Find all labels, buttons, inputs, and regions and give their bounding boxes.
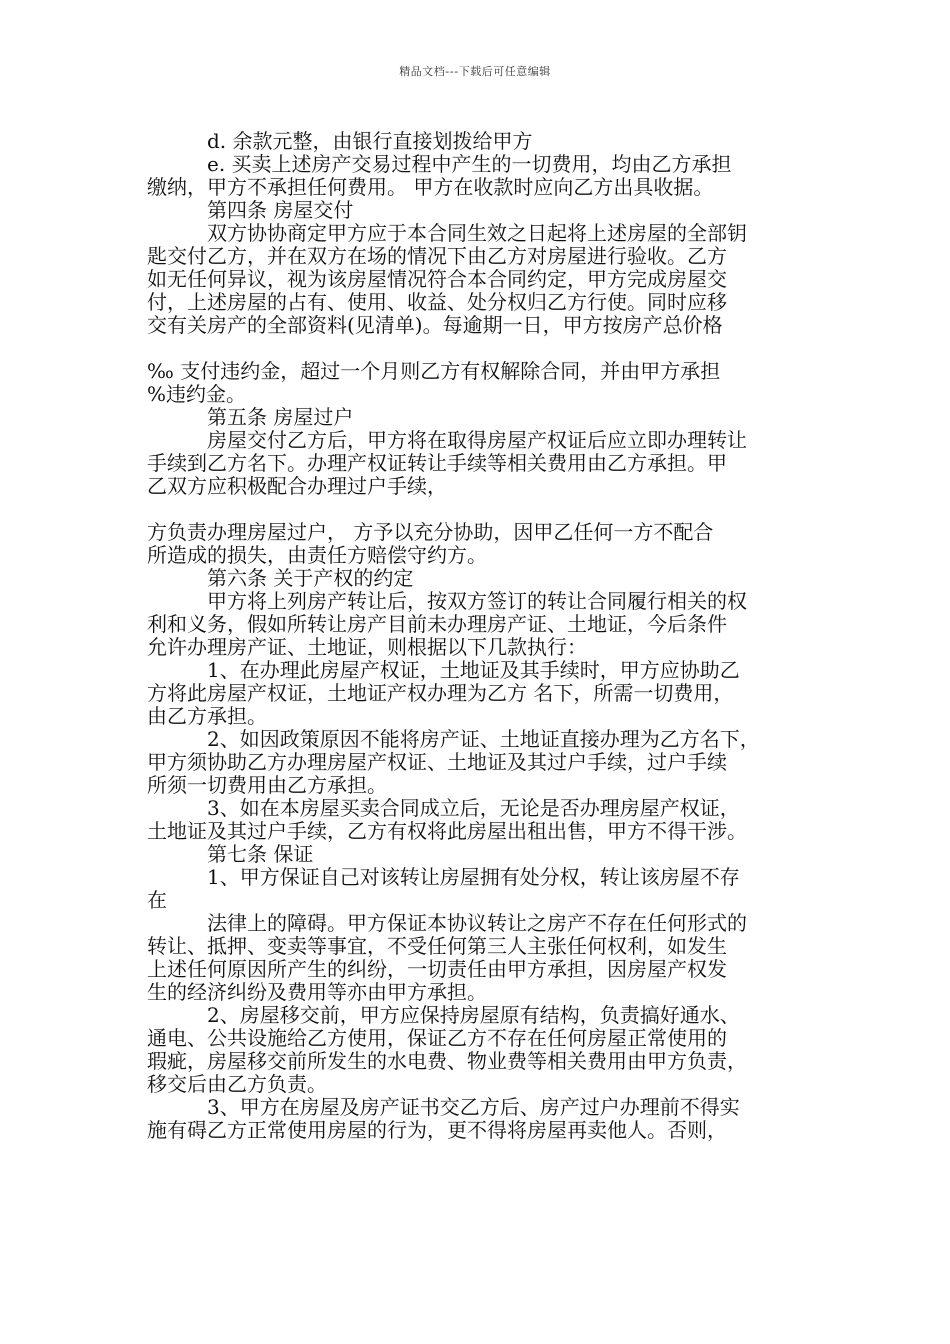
text-line: 第四条 房屋交付	[147, 198, 354, 222]
text-line: 手续到乙方名下。办理产权证转让手续等相关费用由乙方承担。甲	[147, 451, 727, 475]
text-line: ‰ 支付违约金，超过一个月则乙方有权解除合同，并由甲方承担	[147, 359, 721, 383]
text-line: 付，上述房屋的占有、使用、收益、处分权归乙方行使。同时应移	[147, 290, 727, 314]
text-line: 甲方将上列房产转让后，按双方签订的转让合同履行相关的权	[147, 589, 747, 613]
text-line: 上述任何原因所产生的纠纷，一切责任由甲方承担，因房屋产权发	[147, 957, 727, 981]
document-body	[147, 130, 807, 1142]
text-line: 第七条 保证	[147, 842, 314, 866]
text-line: 2、房屋移交前，甲方应保持房屋原有结构，负责搞好通水、	[147, 1003, 740, 1027]
page-header: 精品文档---下载后可任意编辑	[399, 65, 551, 78]
text-line: 施有碍乙方正常使用房屋的行为，更不得将房屋再卖他人。否则，	[147, 1118, 727, 1142]
text-line: 房屋交付乙方后，甲方将在取得房屋产权证后应立即办理转让	[147, 428, 747, 452]
text-line: 生的经济纠纷及费用等亦由甲方承担。	[147, 980, 487, 1004]
text-line: d. 余款元整，由银行直接划拨给甲方	[147, 129, 533, 153]
text-line: %违约金。	[147, 382, 247, 406]
text-line: 双方协协商定甲方应于本合同生效之日起将上述房屋的全部钥	[147, 221, 747, 245]
text-line: 所须一切费用由乙方承担。	[147, 773, 387, 797]
text-line: 第六条 关于产权的约定	[147, 566, 414, 590]
text-line: e. 买卖上述房产交易过程中产生的一切费用，均由乙方承担	[147, 152, 732, 176]
text-line: 瑕疵，房屋移交前所发生的水电费、物业费等相关费用由甲方负责，	[147, 1049, 747, 1073]
blank-line	[147, 498, 807, 521]
text-line: 允许办理房产证、土地证，则根据以下几款执行：	[147, 635, 587, 659]
text-line: 方负责办理房屋过户， 方予以充分协助，因甲乙任何一方不配合	[147, 520, 714, 544]
text-line: 1、甲方保证自己对该转让房屋拥有处分权，转让该房屋不存	[147, 865, 740, 889]
text-line: 在	[147, 888, 167, 912]
text-line: 甲方须协助乙方办理房屋产权证、土地证及其过户手续，过户手续	[147, 750, 727, 774]
text-line: 乙双方应积极配合办理过户手续，	[147, 474, 447, 498]
text-line: 利和义务，假如所转让房产目前未办理房产证、土地证，今后条件	[147, 612, 727, 636]
text-line: 1、在办理此房屋产权证，土地证及其手续时，甲方应协助乙	[147, 658, 740, 682]
text-line: 3、甲方在房屋及房产证书交乙方后、房产过户办理前不得实	[147, 1095, 740, 1119]
text-line: 2、如因政策原因不能将房产证、土地证直接办理为乙方名下，	[147, 727, 760, 751]
text-line: 缴纳，甲方不承担任何费用。 甲方在收款时应向乙方出具收据。	[147, 175, 714, 199]
text-line: 通电、公共设施给乙方使用，保证乙方不存在任何房屋正常使用的	[147, 1026, 727, 1050]
blank-line	[147, 337, 807, 360]
text-line: 3、如在本房屋买卖合同成立后，无论是否办理房屋产权证，	[147, 796, 740, 820]
text-line: 方将此房屋产权证，土地证产权办理为乙方 名下，所需一切费用，	[147, 681, 734, 705]
text-line: 匙交付乙方，并在双方在场的情况下由乙方对房屋进行验收。乙方	[147, 244, 727, 268]
text-line: 转让、抵押、变卖等事宜，不受任何第三人主张任何权利，如发生	[147, 934, 727, 958]
text-line: 移交后由乙方负责。	[147, 1072, 327, 1096]
text-line: 所造成的损失，由责任方赔偿守约方。	[147, 543, 487, 567]
text-line: 第五条 房屋过户	[147, 405, 354, 429]
text-line: 交有关房产的全部资料(见清单)。每逾期一日，甲方按房产总价格	[147, 313, 723, 337]
text-line: 土地证及其过户手续，乙方有权将此房屋出租出售，甲方不得干涉。	[147, 819, 747, 843]
text-line: 法律上的障碍。甲方保证本协议转让之房产不存在任何形式的	[147, 911, 747, 935]
text-line: 由乙方承担。	[147, 704, 267, 728]
text-line: 如无任何异议，视为该房屋情况符合本合同约定，甲方完成房屋交	[147, 267, 727, 291]
